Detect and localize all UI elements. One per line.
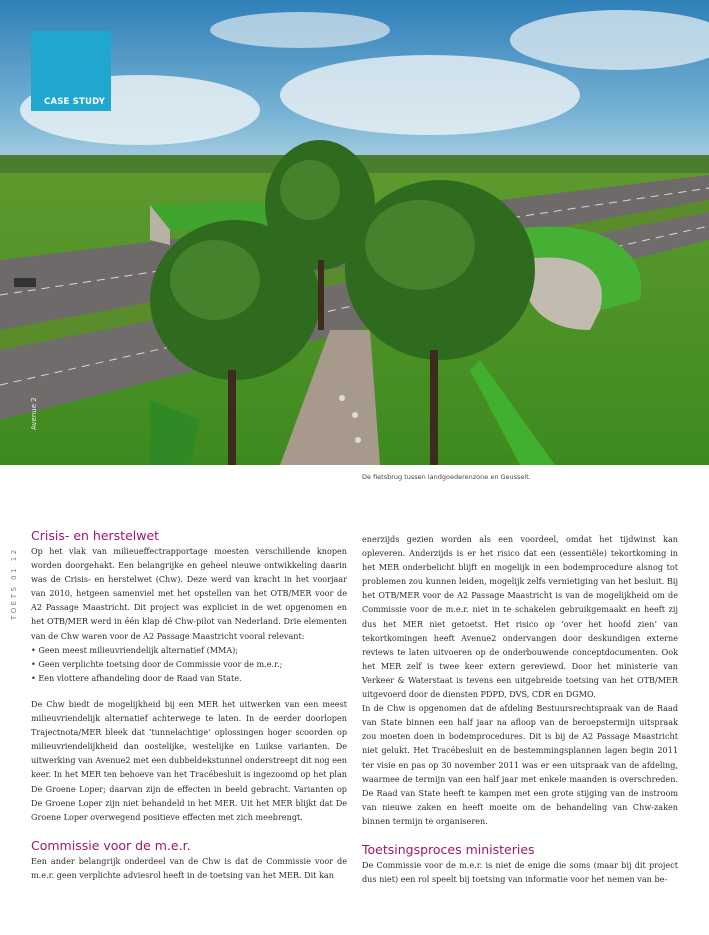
heading-toetsingsproces: Toetsingsproces ministeries (362, 841, 535, 857)
heading-crisis-herstelwet: Crisis- en herstelwet (31, 528, 160, 543)
photo-caption: De fietsbrug tussen landgoederenzone en Geusselt. (362, 473, 531, 481)
heading-commissie-mer: Commissie voor de m.e.r. (31, 837, 191, 853)
paragraph: enerzijds gezien worden als een voordeel, omdat het tijdwinst kan opleveren. Anderzijds is er het risico dat een (essentiële) tekortkoming in het MER onderbelicht blijft en mogelijk in een bodemprocedure alsnog tot problemen zou kunnen leiden, mogelijk zelfs vernietiging van het besluit. Bij het OTB/MER voor de A2 Passage Maastricht is van de mogelijkheid om de Commissie voor de m.e.r. niet in te schakelen gebruikgemaakt en heeft zij dus het MER niet getoetst. Het risico op ‘over het hoofd zien’ van tekortkomingen heeft Avenue2 ondervangen door deskundigen externe reviews te laten uitvoeren op de onderbouwende conceptdocumenten. Ook het MER zelf is twee keer extern gereviewd. Door het ministerie van Verkeer & Waterstaat is tevens een uitgebreide toetsing van het OTB/MER uitgevoerd door de diensten PDPD, DVS, CDR en DGMO. (362, 534, 678, 700)
paragraph: In de Chw is opgenomen dat de afdeling Bestuursrechtspraak van de Raad van State binnen een half jaar na afloop van de beroepstermijn uitspraak zou moeten doen in bodemprocedures. Dit is bij de A2 Passage Maastricht niet gelukt. Het Tracébesluit en de bestemmingsplannen lagen begin 2011 ter visie en pas op 30 november 2011 was er een uitspraak van de afdeling, waarmee de termijn van een half jaar met enkele maanden is overschreden. De Raad van State heeft te kampen met een grote stijging van de instroom van nieuwe zaken en heeft moeite om de behandeling van Chw-zaken binnen termijn te organiseren. (362, 703, 678, 826)
right-column (362, 532, 678, 886)
paragraph: Op het vlak van milieueffectrapportage moesten verschillende knopen worden doorgehakt. Een belangrijke en geheel nieuwe ontwikkeling daarin was de Crisis- en herstelwet (Chw). Deze werd van kracht in het voorjaar van 2010, hetgeen samenviel met het opstellen van het OTB/MER voor de A2 Passage Maastricht. Dit project was expliciet in de wet opgenomen en het OTB/MER werd in één klap dé Chw-pilot van Nederland. Drie elementen van de Chw waren voor de A2 Passage Maastricht vooral relevant: (31, 546, 347, 641)
case-study-label: CASE STUDY (44, 97, 106, 107)
case-study-badge (31, 31, 111, 111)
bullet-list (31, 643, 347, 685)
side-issue-label: TOETS 01 12 (10, 547, 18, 620)
paragraph: De Chw biedt de mogelijkheid bij een MER het uitwerken van een meest milieuvriendelijk alternatief achterwege te laten. In de eerder doorlopen Trajectnota/MER bleek dat ‘tunnelachtige’ oplossingen hoger scoorden op milieuvriendelijkheid dan oostelijke, westelijke en Luikse varianten. De uitwerking van Avenue2 met een dubbeldekstunnel onderstreept dit nog een keer. In het MER ten behoeve van het Tracébesluit is ingezoomd op het plan De Groene Loper; daarvan zijn de effecten in beeld gebracht. Varianten op De Groene Loper zijn niet behandeld in het MER. Uit het MER blijkt dat De Groene Loper overwegend positieve effecten met zich meebrengt. (31, 698, 347, 822)
photo-credit: Avenue 2 (30, 397, 38, 430)
list-item: • Een vlottere afhandeling door de Raad van State. (31, 671, 347, 685)
list-item: • Geen meest milieuvriendelijk alternatief (MMA); (31, 643, 347, 657)
paragraph: Een ander belangrijk onderdeel van de Chw is dat de Commissie voor de m.e.r. geen verplichte adviesrol heeft in de toetsing van het MER. Dit kan (31, 855, 347, 880)
list-item: • Geen verplichte toetsing door de Commissie voor de m.e.r.; (31, 657, 347, 671)
left-column (31, 528, 347, 882)
paragraph: De Commissie voor de m.e.r. is niet de enige die soms (maar bij dit project dus niet) een rol speelt bij toetsing van informatie voor het nemen van be- (362, 859, 678, 885)
